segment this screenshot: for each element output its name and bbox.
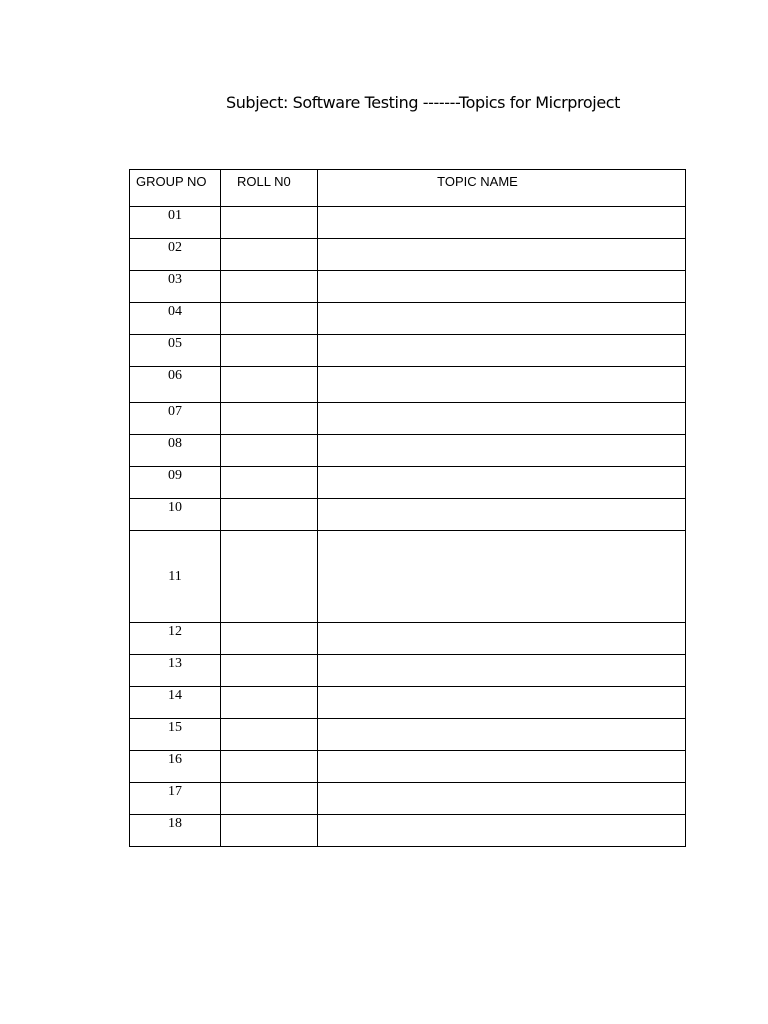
- group-number-cell: 01: [130, 207, 221, 239]
- topic-name-cell: [318, 623, 686, 655]
- table-row: [130, 687, 686, 719]
- group-number-cell: 13: [130, 655, 221, 687]
- roll-number-cell: [221, 367, 318, 403]
- roll-number-cell: [221, 271, 318, 303]
- table-row: [130, 499, 686, 531]
- roll-number-cell: [221, 435, 318, 467]
- roll-number-cell: [221, 687, 318, 719]
- table-row: [130, 531, 686, 623]
- group-number-cell: 02: [130, 239, 221, 271]
- group-number-cell: 05: [130, 335, 221, 367]
- topic-name-cell: [318, 207, 686, 239]
- table-row: [130, 335, 686, 367]
- group-number-cell: 09: [130, 467, 221, 499]
- topic-name-cell: [318, 815, 686, 847]
- table-row: [130, 367, 686, 403]
- topic-name-cell: [318, 435, 686, 467]
- group-number-cell: 16: [130, 751, 221, 783]
- topic-name-cell: [318, 783, 686, 815]
- table-row: [130, 751, 686, 783]
- topic-name-cell: [318, 499, 686, 531]
- roll-number-cell: [221, 207, 318, 239]
- group-number-cell: 03: [130, 271, 221, 303]
- roll-number-cell: [221, 335, 318, 367]
- topic-name-cell: [318, 303, 686, 335]
- topic-name-cell: [318, 271, 686, 303]
- roll-number-cell: [221, 303, 318, 335]
- roll-number-cell: [221, 719, 318, 751]
- table-row: [130, 719, 686, 751]
- group-number-cell: 10: [130, 499, 221, 531]
- roll-number-cell: [221, 623, 318, 655]
- table-row: [130, 815, 686, 847]
- topic-name-cell: [318, 719, 686, 751]
- roll-number-cell: [221, 499, 318, 531]
- topic-name-cell: [318, 367, 686, 403]
- table-row: [130, 403, 686, 435]
- column-header-roll-no: ROLL N0: [221, 170, 318, 207]
- topic-name-cell: [318, 687, 686, 719]
- roll-number-cell: [221, 655, 318, 687]
- table-row: [130, 239, 686, 271]
- roll-number-cell: [221, 531, 318, 623]
- group-number-cell: 06: [130, 367, 221, 403]
- roll-number-cell: [221, 403, 318, 435]
- table-header-row: [130, 170, 686, 207]
- group-number-cell: 15: [130, 719, 221, 751]
- topic-name-cell: [318, 655, 686, 687]
- roll-number-cell: [221, 239, 318, 271]
- roll-number-cell: [221, 783, 318, 815]
- group-number-cell: 14: [130, 687, 221, 719]
- topic-name-cell: [318, 403, 686, 435]
- topic-name-cell: [318, 467, 686, 499]
- group-number-cell: 11: [130, 531, 221, 623]
- topic-name-cell: [318, 751, 686, 783]
- table-row: [130, 207, 686, 239]
- roll-number-cell: [221, 467, 318, 499]
- topic-name-cell: [318, 531, 686, 623]
- group-number-cell: 18: [130, 815, 221, 847]
- topics-table: [129, 169, 686, 847]
- column-header-topic-name: TOPIC NAME: [318, 170, 686, 207]
- group-number-cell: 12: [130, 623, 221, 655]
- table-row: [130, 303, 686, 335]
- table-row: [130, 655, 686, 687]
- table-row: [130, 467, 686, 499]
- table-row: [130, 783, 686, 815]
- group-number-cell: 04: [130, 303, 221, 335]
- group-number-cell: 08: [130, 435, 221, 467]
- table-row: [130, 435, 686, 467]
- page-title: Subject: Software Testing -------Topics for Micrproject: [225, 93, 621, 112]
- topic-name-cell: [318, 335, 686, 367]
- roll-number-cell: [221, 815, 318, 847]
- roll-number-cell: [221, 751, 318, 783]
- group-number-cell: 07: [130, 403, 221, 435]
- column-header-group-no: GROUP NO: [130, 170, 221, 207]
- group-number-cell: 17: [130, 783, 221, 815]
- table-row: [130, 271, 686, 303]
- table-row: [130, 623, 686, 655]
- topic-name-cell: [318, 239, 686, 271]
